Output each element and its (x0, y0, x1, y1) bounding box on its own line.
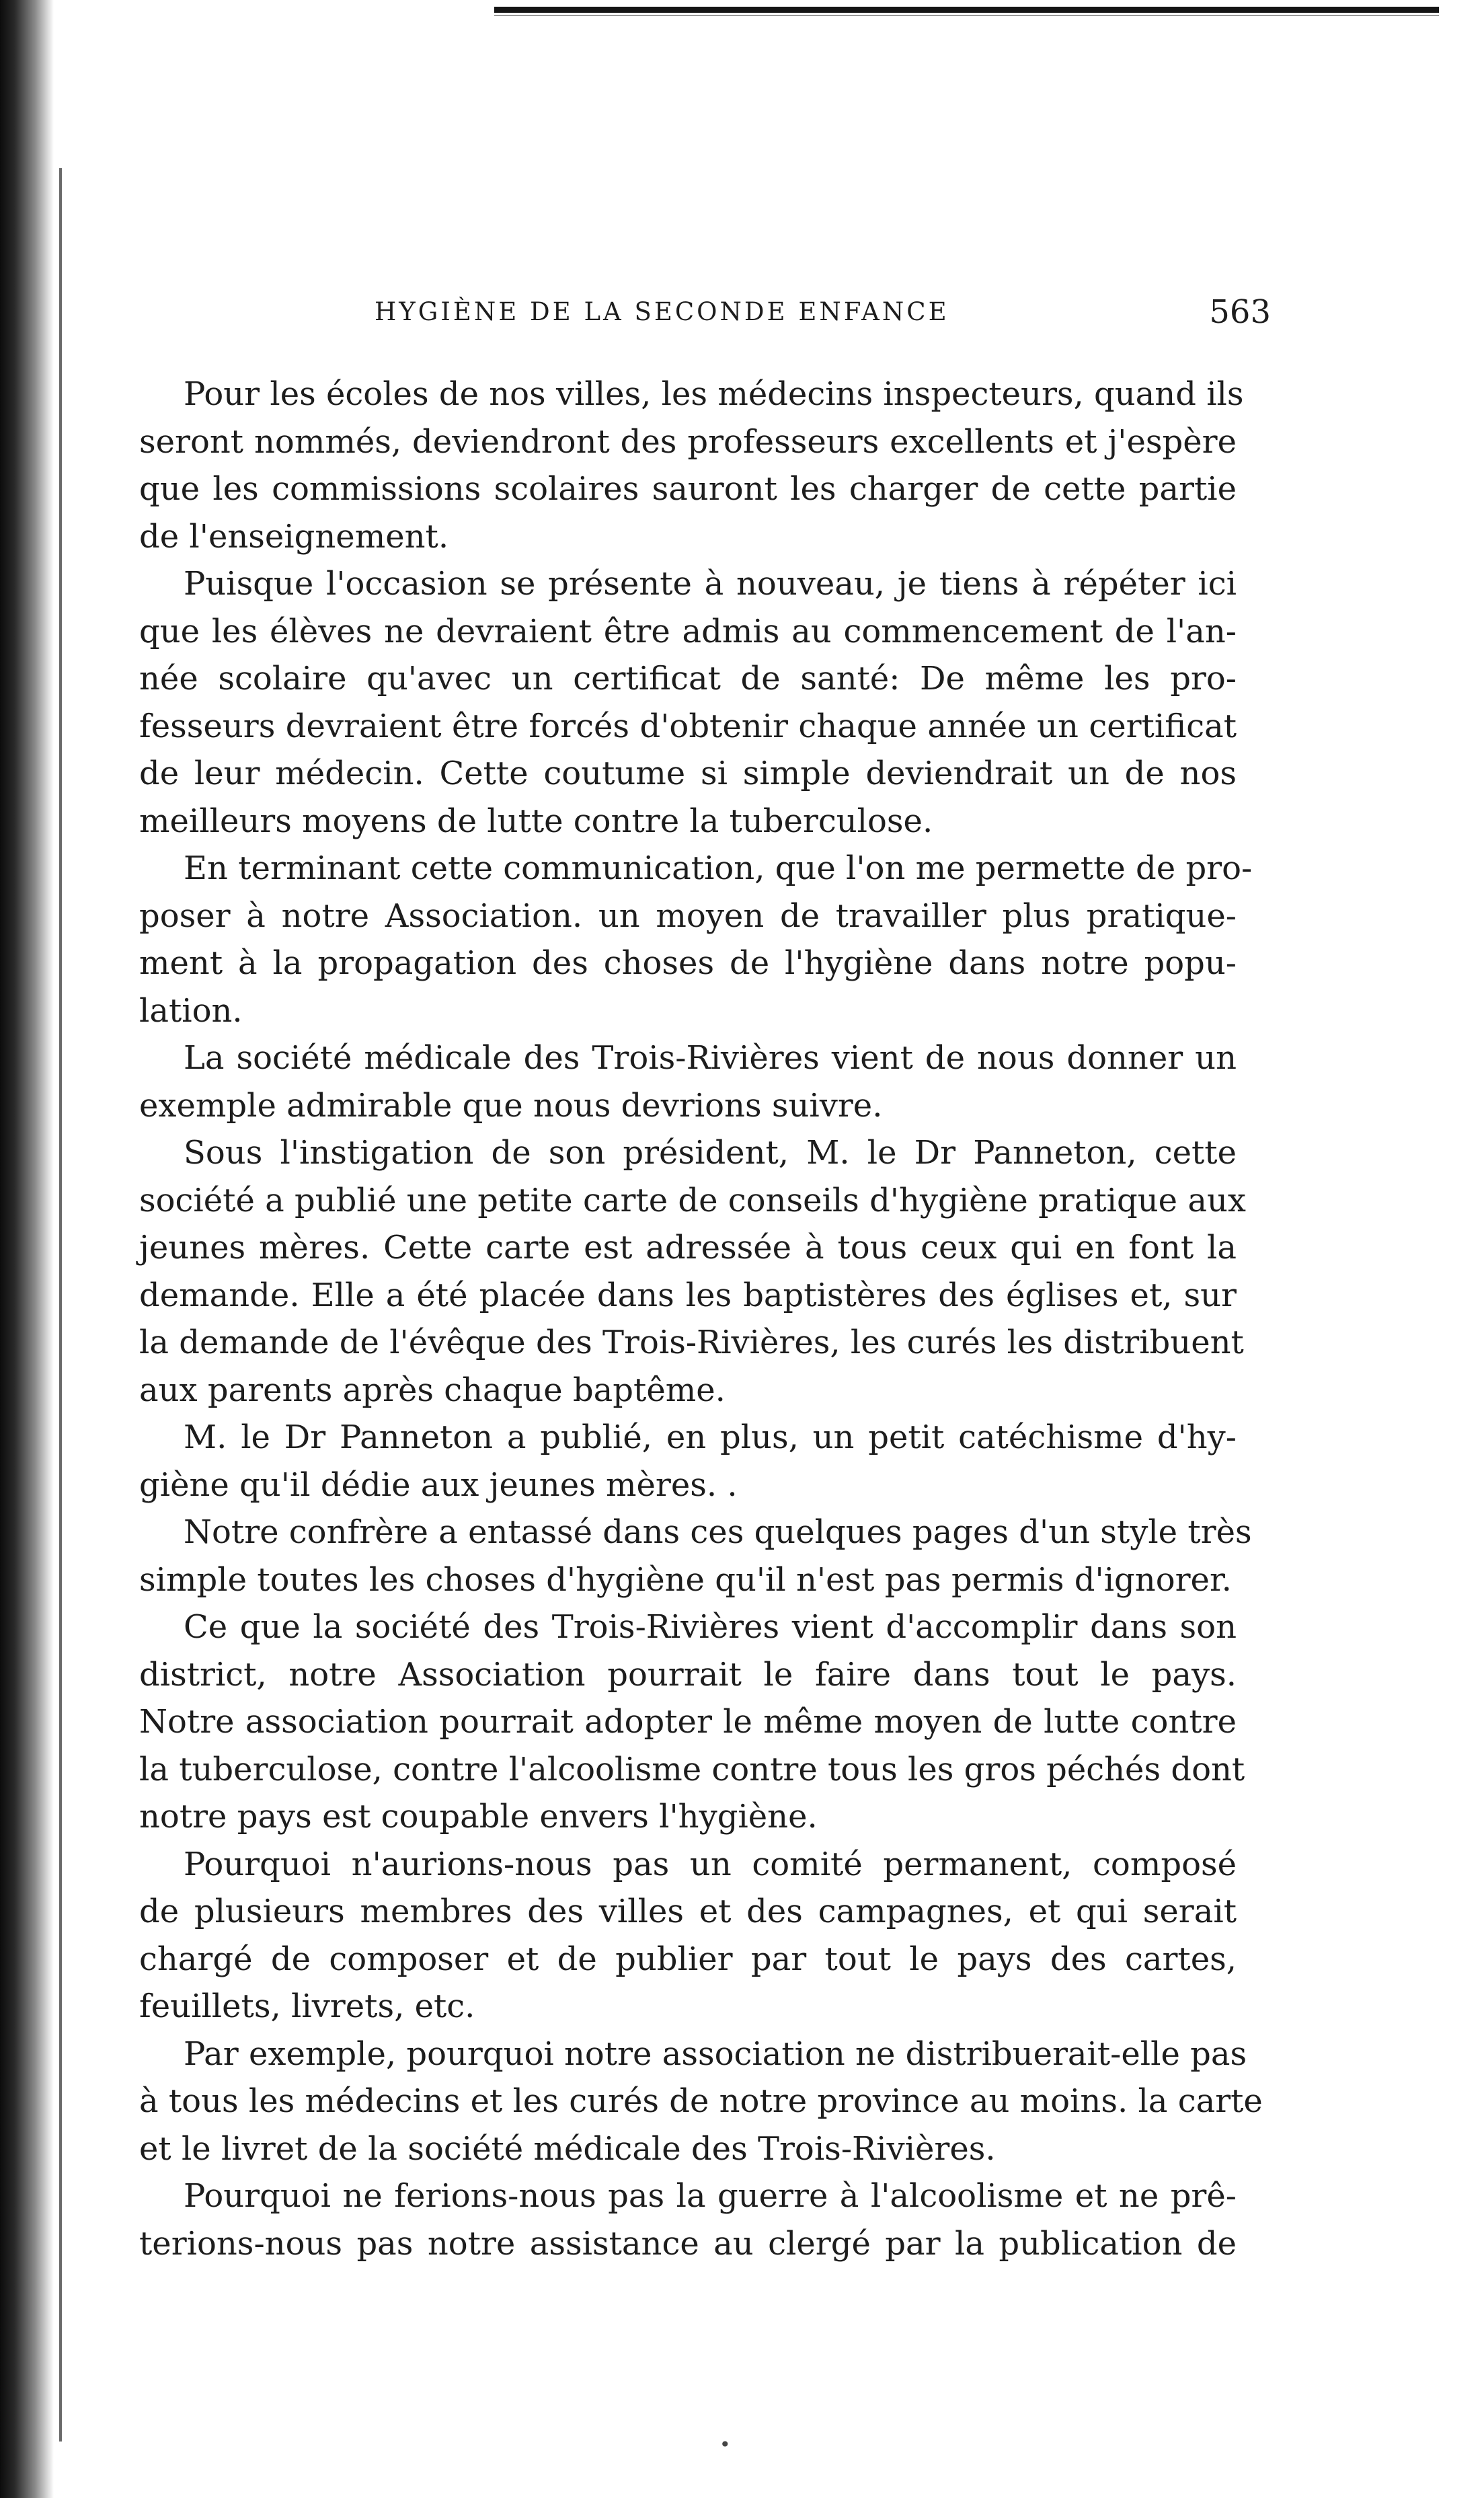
text-line: de leur médecin. Cette coutume si simple deviendrait un de nos (139, 755, 1237, 792)
text-line: Puisque l'occasion se présente à nouveau, je tiens à répéter ici (184, 565, 1237, 603)
text-line: lation. (139, 991, 243, 1030)
text-line: Pourquoi ne ferions-nous pas la guerre à l'alcoolisme et ne prê- (184, 2177, 1237, 2215)
text-line: à tous les médecins et les curés de notre province au moins. la carte (139, 2082, 1263, 2120)
gutter-rule (59, 168, 62, 2442)
text-line: la demande de l'évêque des Trois-Rivières, les curés les distribuent (139, 1324, 1244, 1361)
text-line: de l'enseignement. (139, 517, 449, 556)
text-line: aux parents après chaque baptême. (139, 1371, 726, 1409)
text-line: Ce que la société des Trois-Rivières vient d'accomplir dans son (184, 1608, 1237, 1646)
text-line: En terminant cette communication, que l'on me permette de pro- (184, 849, 1253, 887)
text-line: district, notre Association pourrait le faire dans tout le pays. (139, 1655, 1237, 1694)
text-line: Sous l'instigation de son président, M. le Dr Panneton, cette (184, 1134, 1237, 1172)
text-line: notre pays est coupable envers l'hygiène. (139, 1798, 818, 1835)
text-line: de plusieurs membres des villes et des campagnes, et qui serait (139, 1893, 1237, 1930)
page-header (375, 293, 1271, 338)
text-line: M. le Dr Panneton a publié, en plus, un petit catéchisme d'hy- (184, 1418, 1237, 1456)
text-line: meilleurs moyens de lutte contre la tuberculose. (139, 802, 933, 840)
running-head: HYGIÈNE DE LA SECONDE ENFANCE (375, 297, 949, 326)
text-line: née scolaire qu'avec un certificat de santé: De même les pro- (139, 660, 1237, 697)
text-line: ment à la propagation des choses de l'hygiène dans notre popu- (139, 944, 1237, 982)
text-line: société a publié une petite carte de conseils d'hygiène pratique aux (139, 1181, 1246, 1219)
text-line: fesseurs devraient être forcés d'obtenir chaque année un certificat (139, 707, 1237, 745)
text-line: Pour les écoles de nos villes, les médecins inspecteurs, quand ils (184, 375, 1244, 413)
text-line: Notre confrère a entassé dans ces quelques pages d'un style très (184, 1513, 1252, 1551)
text-line: chargé de composer et de publier par tout le pays des cartes, (139, 1940, 1237, 1978)
text-line: jeunes mères. Cette carte est adressée à tous ceux qui en font la (139, 1229, 1237, 1266)
page-number: 563 (1209, 293, 1271, 331)
text-line: simple toutes les choses d'hygiène qu'il n'est pas permis d'ignorer. (139, 1560, 1232, 1599)
text-line: Par exemple, pourquoi notre association ne distribuerait-elle pas (184, 2035, 1247, 2073)
text-line: seront nommés, deviendront des professeurs excellents et j'espère (139, 422, 1237, 461)
text-line: feuillets, livrets, etc. (139, 1988, 475, 2025)
text-line: La société médicale des Trois-Rivières vient de nous donner un (184, 1039, 1237, 1077)
body-text (139, 371, 1263, 2267)
text-line: exemple admirable que nous devrions suivre. (139, 1086, 883, 1125)
text-line: Notre association pourrait adopter le même moyen de lutte contre (139, 1703, 1237, 1741)
text-line: que les commissions scolaires sauront les charger de cette partie (139, 470, 1237, 508)
text-line: et le livret de la société médicale des Trois-Rivières. (139, 2129, 996, 2168)
text-line: demande. Elle a été placée dans les baptistères des églises et, sur (139, 1276, 1237, 1314)
text-line: terions-nous pas notre assistance au clergé par la publication de (139, 2224, 1237, 2263)
top-page-rule-thin (494, 15, 1439, 16)
scanned-gutter-shadow (0, 0, 54, 2498)
text-line: que les élèves ne devraient être admis au commencement de l'an- (139, 612, 1237, 650)
bottom-dot-mark: • (719, 2433, 731, 2456)
text-line: giène qu'il dédie aux jeunes mères. . (139, 1466, 738, 1504)
top-page-rule (494, 7, 1439, 13)
text-line: poser à notre Association. un moyen de travailler plus pratique- (139, 897, 1237, 935)
text-line: Pourquoi n'aurions-nous pas un comité permanent, composé (184, 1845, 1237, 1883)
text-line: la tuberculose, contre l'alcoolisme contre tous les gros péchés dont (139, 1750, 1245, 1788)
